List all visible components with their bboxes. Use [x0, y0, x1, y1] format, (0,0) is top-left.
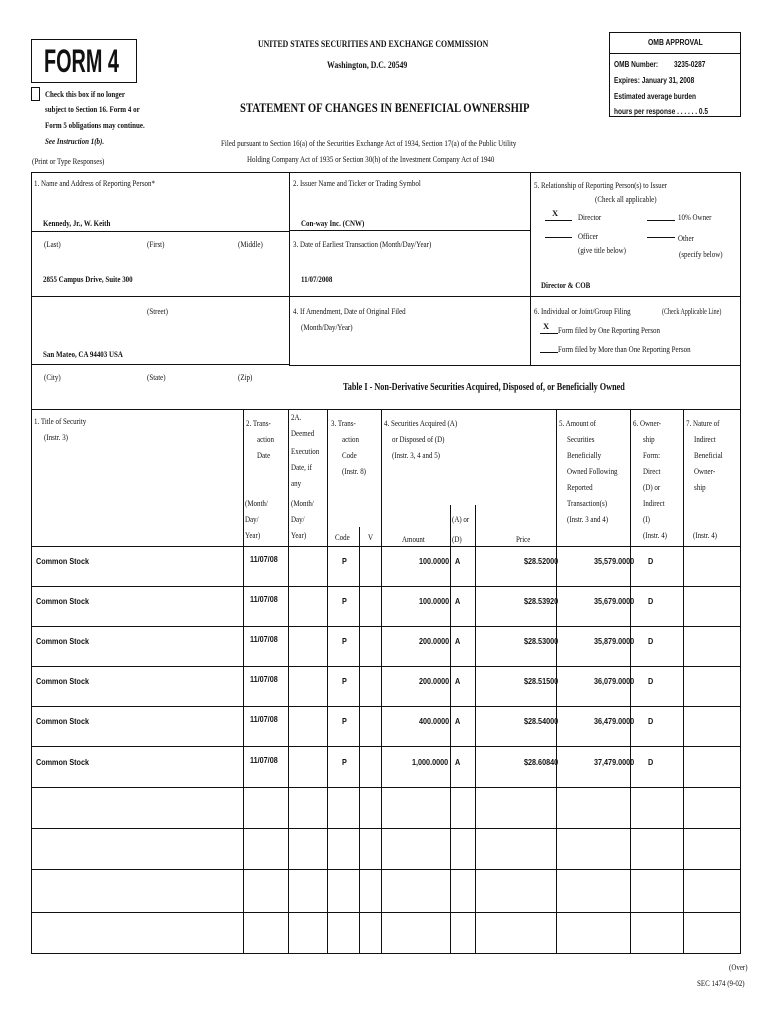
row5-date: 11/07/08	[250, 714, 278, 724]
col4-header-3: (Instr. 3, 4 and 5)	[392, 450, 441, 460]
reporting-person-name: Kennedy, Jr., W. Keith	[43, 218, 111, 228]
col6-header-4: Direct	[643, 466, 661, 476]
col5-header-1: 5. Amount of	[559, 418, 596, 428]
col7-header-5: ship	[694, 482, 706, 492]
col6-header-5: (D) or	[643, 482, 661, 492]
row4-price: $28.51500	[524, 676, 559, 686]
row6-security: Common Stock	[36, 757, 89, 767]
row5-security: Common Stock	[36, 716, 89, 726]
box4-label-1: 4. If Amendment, Date of Original Filed	[293, 306, 406, 316]
earliest-transaction-date: 11/07/2008	[301, 274, 333, 284]
col4-aord-label-1: (A) or	[452, 514, 470, 524]
col1-header-2: (Instr. 3)	[44, 432, 69, 442]
officer-sub: (give title below)	[578, 245, 627, 255]
col2a-header-4: Date, if	[291, 462, 312, 472]
agency-name: UNITED STATES SECURITIES AND EXCHANGE COMMISSION	[258, 40, 489, 50]
box2-label: 2. Issuer Name and Ticker or Trading Symbol	[293, 178, 421, 188]
box1-label: 1. Name and Address of Reporting Person*	[34, 178, 155, 188]
row5-code: P	[342, 716, 347, 726]
col7-header-1: 7. Nature of	[686, 418, 720, 428]
agency-address: Washington, D.C. 20549	[327, 61, 408, 71]
box6-label: 6. Individual or Joint/Group Filing	[534, 306, 631, 316]
zip-label: (Zip)	[238, 372, 253, 382]
col7-header-3: Beneficial	[694, 450, 723, 460]
row1-date: 11/07/08	[250, 554, 278, 564]
row5-form: D	[648, 716, 654, 726]
col5-header-3: Beneficially	[567, 450, 602, 460]
no-longer-subject-checkbox[interactable]	[31, 87, 40, 101]
first-label: (First)	[147, 239, 165, 249]
omb-number-value: 3235-0287	[674, 60, 706, 69]
col4-aord-label-2: (D)	[452, 534, 462, 544]
row4-date: 11/07/08	[250, 674, 278, 684]
row2-aord: A	[455, 596, 461, 606]
row2-amount: 100.0000	[419, 596, 450, 606]
middle-label: (Middle)	[238, 239, 263, 249]
row2-price: $28.53920	[524, 596, 559, 606]
non-derivative-table	[31, 409, 741, 954]
statement-title: STATEMENT OF CHANGES IN BENEFICIAL OWNERSHIP	[240, 100, 530, 115]
checkbox-text-2: subject to Section 16. Form 4 or	[45, 104, 140, 114]
print-type-note: (Print or Type Responses)	[32, 156, 105, 166]
omb-number-label: OMB Number:	[614, 60, 659, 69]
reporting-section-box	[31, 172, 741, 410]
sec-form-number: SEC 1474 (9-02)	[697, 978, 745, 988]
row1-security: Common Stock	[36, 556, 89, 566]
omb-expires: Expires: January 31, 2008	[614, 76, 695, 85]
col5-header-5: Reported	[567, 482, 593, 492]
col7-header-2: Indirect	[694, 434, 716, 444]
director-mark[interactable]: X	[552, 208, 559, 218]
col5-header-7: (Instr. 3 and 4)	[567, 514, 609, 524]
row6-code: P	[342, 757, 347, 767]
col6-header-2: ship	[643, 434, 655, 444]
row6-amount: 1,000.0000	[412, 757, 449, 767]
row2-form: D	[648, 596, 654, 606]
filed-pursuant-1: Filed pursuant to Section 16(a) of the Securities Exchange Act of 1934, Section 17(a) of the Public Utility	[221, 138, 517, 148]
col7-header-4: Owner-	[694, 466, 716, 476]
col2-sub-1: (Month/	[245, 498, 268, 508]
row2-owned: 35,679.0000	[594, 596, 635, 606]
row3-security: Common Stock	[36, 636, 89, 646]
row2-code: P	[342, 596, 347, 606]
row3-form: D	[648, 636, 654, 646]
row1-price: $28.52000	[524, 556, 559, 566]
filed-pursuant-2: Holding Company Act of 1935 or Section 30(h) of the Investment Company Act of 1940	[247, 154, 495, 164]
one-person-label: Form filed by One Reporting Person	[558, 325, 661, 335]
issuer-name: Con-way Inc. (CNW)	[301, 218, 365, 228]
officer-label: Officer	[578, 231, 599, 241]
col6-header-1: 6. Owner-	[633, 418, 662, 428]
col6-header-8: (Instr. 4)	[643, 530, 668, 540]
more-persons-label: Form filed by More than One Reporting Person	[558, 344, 691, 354]
col6-header-7: (I)	[643, 514, 650, 524]
row1-owned: 35,579.0000	[594, 556, 635, 566]
col2a-header-2: Deemed	[291, 428, 315, 438]
col6-header-6: Indirect	[643, 498, 665, 508]
col2a-header-1: 2A.	[291, 412, 302, 422]
checkbox-text-1: Check this box if no longer	[45, 89, 125, 99]
box6-check: (Check Applicable Line)	[662, 307, 722, 316]
row1-aord: A	[455, 556, 461, 566]
col5-header-2: Securities	[567, 434, 595, 444]
checkbox-text-4: See Instruction 1(b).	[45, 136, 105, 146]
col4-header-1: 4. Securities Acquired (A)	[384, 418, 458, 428]
one-person-mark[interactable]: X	[543, 321, 550, 331]
row3-amount: 200.0000	[419, 636, 450, 646]
street-address: 2855 Campus Drive, Suite 300	[43, 274, 133, 284]
col2-header-2: action	[257, 434, 275, 444]
col2a-header-3: Execution	[291, 446, 320, 456]
row1-amount: 100.0000	[419, 556, 450, 566]
row5-aord: A	[455, 716, 461, 726]
last-label: (Last)	[44, 239, 61, 249]
row3-code: P	[342, 636, 347, 646]
col6-header-3: Form:	[643, 450, 661, 460]
row1-form: D	[648, 556, 654, 566]
row5-owned: 36,479.0000	[594, 716, 635, 726]
row4-aord: A	[455, 676, 461, 686]
col3-header-1: 3. Trans-	[331, 418, 356, 428]
checkbox-text-3: Form 5 obligations may continue.	[45, 120, 145, 130]
ten-percent-owner-label: 10% Owner	[678, 212, 712, 222]
state-label: (State)	[147, 372, 166, 382]
street-label: (Street)	[147, 306, 168, 316]
row4-owned: 36,079.0000	[594, 676, 635, 686]
omb-header: OMB APPROVAL	[648, 38, 703, 47]
col3-header-4: (Instr. 8)	[342, 466, 367, 476]
col2a-sub-1: (Month/	[291, 498, 314, 508]
city-address: San Mateo, CA 94403 USA	[43, 349, 123, 359]
row2-security: Common Stock	[36, 596, 89, 606]
omb-burden-1: Estimated average burden	[614, 92, 697, 101]
other-label: Other	[678, 233, 694, 243]
col5-header-4: Owned Following	[567, 466, 618, 476]
col4-price-label: Price	[516, 534, 531, 544]
col1-header-1: 1. Title of Security	[34, 416, 87, 426]
row6-owned: 37,479.0000	[594, 757, 635, 767]
row6-form: D	[648, 757, 654, 767]
row5-amount: 400.0000	[419, 716, 450, 726]
box5-sub: (Check all applicable)	[595, 194, 657, 204]
col2a-sub-2: Day/	[291, 514, 305, 524]
col2-header-1: 2. Trans-	[246, 418, 271, 428]
col2-header-3: Date	[257, 450, 271, 460]
row1-code: P	[342, 556, 347, 566]
row3-date: 11/07/08	[250, 634, 278, 644]
officer-title-value: Director & COB	[541, 280, 591, 290]
omb-burden-2: hours per response . . . . . . 0.5	[614, 107, 709, 116]
over-note: (Over)	[729, 962, 748, 972]
row3-price: $28.53000	[524, 636, 559, 646]
col7-sub: (Instr. 4)	[693, 530, 718, 540]
row4-code: P	[342, 676, 347, 686]
row4-amount: 200.0000	[419, 676, 450, 686]
row3-owned: 35,879.0000	[594, 636, 635, 646]
box5-label: 5. Relationship of Reporting Person(s) to Issuer	[534, 180, 668, 190]
col2a-sub-3: Year)	[291, 530, 307, 540]
row4-security: Common Stock	[36, 676, 89, 686]
row6-date: 11/07/08	[250, 755, 278, 765]
row3-aord: A	[455, 636, 461, 646]
col3-code-label: Code	[335, 532, 350, 542]
col2-sub-2: Day/	[245, 514, 259, 524]
col2-sub-3: Year)	[245, 530, 261, 540]
box3-label: 3. Date of Earliest Transaction (Month/Day/Year)	[293, 239, 432, 249]
city-label: (City)	[44, 372, 61, 382]
col4-header-2: or Disposed of (D)	[392, 434, 445, 444]
row4-form: D	[648, 676, 654, 686]
row6-price: $28.60840	[524, 757, 559, 767]
other-sub: (specify below)	[679, 249, 723, 259]
box4-label-2: (Month/Day/Year)	[301, 322, 353, 332]
row2-date: 11/07/08	[250, 594, 278, 604]
col3-header-3: Code	[342, 450, 357, 460]
col2a-header-5: any	[291, 478, 302, 488]
col4-amount-label: Amount	[402, 534, 425, 544]
col3-header-2: action	[342, 434, 360, 444]
col3-v-label: V	[368, 532, 374, 542]
director-label: Director	[578, 212, 602, 222]
row6-aord: A	[455, 757, 461, 767]
table-title: Table I - Non-Derivative Securities Acquired, Disposed of, or Beneficially Owned	[343, 382, 625, 393]
form-title: FORM 4	[44, 43, 119, 79]
row5-price: $28.54000	[524, 716, 559, 726]
col5-header-6: Transaction(s)	[567, 498, 608, 508]
